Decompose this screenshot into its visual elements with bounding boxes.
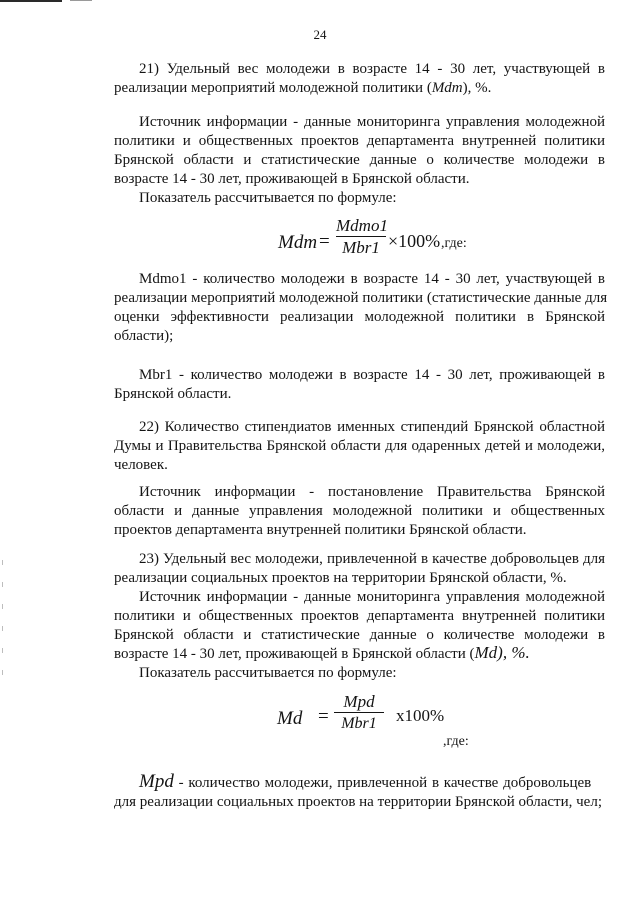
formula2-suffix: ,где: — [443, 734, 469, 749]
item22-line1: 22) Количество стипендиатов именных стипендий Брянской областной — [139, 419, 605, 435]
source1-line2: политики и общественных проектов департамента внутренней политики — [114, 133, 605, 149]
def-mpd-line2: для реализации социальных проектов на территории Брянской области, чел; — [114, 794, 602, 810]
source3-line1: Источник информации - данные мониторинга управления молодежной — [139, 589, 605, 605]
formula-intro-1: Показатель рассчитывается по формуле: — [139, 190, 397, 206]
item22-line2: Думы и Правительства Брянской области для одаренных детей и молодежи, — [114, 438, 605, 454]
source3-line2: политики и общественных проектов департамента внутренней политики — [114, 608, 605, 624]
item22-line3: человек. — [114, 457, 168, 473]
formula2-fraction — [334, 692, 384, 735]
formula1-times: ×100% — [388, 231, 441, 251]
def-mdmo1-line1: Mdmo1 - количество молодежи в возрасте 14 - 30 лет, участвующей в — [139, 271, 605, 287]
formula-intro-2: Показатель рассчитывается по формуле: — [139, 665, 397, 681]
scan-margin-marks — [2, 560, 4, 700]
item21-line1: 21) Удельный вес молодежи в возрасте 14 - 30 лет, участвующей в — [139, 61, 605, 77]
def-mdmo1-line4: области); — [114, 328, 174, 344]
def-mbr1-line1: Mbr1 - количество молодежи в возрасте 14 - 30 лет, проживающей в — [139, 367, 605, 383]
formula2-eq: = — [318, 706, 329, 727]
formula2-lhs: Md — [277, 708, 303, 729]
formula2-times: x100% — [396, 706, 445, 725]
source1-line4: возрасте 14 - 30 лет, проживающей в Брянской области. — [114, 171, 470, 187]
var-md: Md — [474, 643, 498, 662]
formula1-suffix: ,где: — [441, 236, 467, 251]
source1-line1: Источник информации - данные мониторинга управления молодежной — [139, 114, 605, 130]
scan-artifact — [0, 0, 95, 3]
def-mpd-line1: Mpd - количество молодежи, привлеченной в качестве добровольцев — [139, 771, 592, 792]
source2-line2: области и данные управления молодежной политики и общественных — [114, 503, 605, 519]
def-mdmo1-line2: реализации мероприятий молодежной политики (статистические данные для — [114, 290, 608, 306]
formula1-numerator: Mdmo1 — [336, 216, 388, 235]
source2-line3: проектов департамента внутренней политики Брянской области. — [114, 522, 527, 538]
item23-line1: 23) Удельный вес молодежи, привлеченной в качестве добровольцев для — [139, 551, 605, 567]
source1-line3: Брянской области и статистические данные о количестве молодежи в — [114, 152, 605, 168]
var-mdm: Mdm — [431, 80, 463, 96]
formula1-denominator: Mbr1 — [342, 238, 380, 257]
source2-line1: Источник информации - постановление Правительства Брянской — [139, 484, 605, 500]
def-mbr1-line2: Брянской области. — [114, 386, 232, 402]
formula1-lhs: Mdm — [278, 232, 318, 253]
source3-line4: возрасте 14 - 30 лет, проживающей в Брянской области (Md), %. — [114, 643, 530, 662]
formula1-eq: = — [319, 231, 330, 252]
var-mpd: Mpd — [139, 771, 174, 792]
formula2-numerator: Mpd — [343, 692, 375, 711]
page-number: 24 — [313, 27, 327, 42]
formula1-fraction — [336, 216, 386, 259]
formula2-denominator: Mbr1 — [341, 715, 377, 732]
source3-line3: Брянской области и статистические данные о количестве молодежи в — [114, 627, 605, 643]
item21-line2: реализации мероприятий молодежной политики (Mdm), %. — [114, 80, 492, 96]
item23-line2: реализации социальных проектов на территории Брянской области, %. — [114, 570, 567, 586]
def-mdmo1-line3: оценки эффективности реализации молодежной политики в Брянской — [114, 309, 605, 325]
